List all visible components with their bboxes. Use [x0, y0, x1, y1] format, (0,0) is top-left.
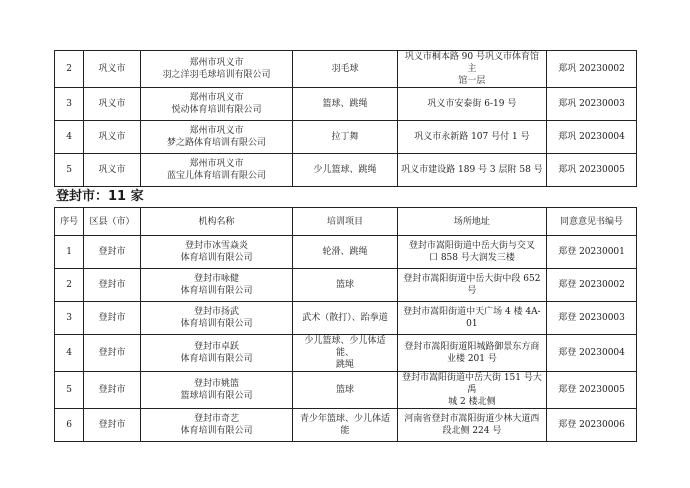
cell-project-line: 篮球 — [335, 280, 354, 290]
cell-address — [397, 335, 546, 372]
cell-no-line: 5 — [66, 385, 72, 395]
cell-cert — [547, 409, 637, 442]
cell-district-line: 登封市 — [98, 313, 126, 323]
cell-no-line: 5 — [66, 165, 72, 175]
cell-cert-line: 郑登 20230003 — [558, 313, 625, 323]
cell-cert-line: 郑登 20230005 — [558, 385, 625, 395]
cell-cert-line: 郑登 20230006 — [558, 420, 625, 430]
table-row — [55, 121, 637, 154]
cell-cert-line: 郑巩 20230002 — [558, 64, 625, 74]
cell-org — [140, 409, 293, 442]
cell-address-line: 城 2 楼北侧 — [448, 397, 496, 407]
header-project: 培训项目 — [293, 208, 397, 236]
cell-no-line: 2 — [66, 64, 72, 74]
table-dengfeng — [54, 207, 637, 442]
cell-address-line: 巩义市安泰街 6-19 号 — [427, 99, 517, 109]
cell-cert — [547, 302, 637, 335]
cell-project-line: 篮球、跳绳 — [322, 99, 368, 109]
cell-address — [397, 409, 546, 442]
header-district: 区县（市） — [84, 208, 140, 236]
cell-cert — [547, 269, 637, 302]
cell-district — [84, 335, 140, 372]
cell-no-line: 2 — [66, 280, 72, 290]
cell-district — [84, 236, 140, 269]
cell-address — [397, 269, 546, 302]
cell-no — [55, 121, 84, 154]
cell-no — [55, 409, 84, 442]
cell-project-line: 少儿篮球、少儿体适能、 — [304, 336, 386, 358]
cell-project-line: 篮球 — [335, 385, 354, 395]
table-row — [55, 236, 637, 269]
cell-district-line: 巩义市 — [98, 132, 126, 142]
cell-cert — [547, 236, 637, 269]
cell-project-line: 拉丁舞 — [331, 132, 359, 142]
cell-project — [293, 302, 397, 335]
cell-project-line: 青少年篮球、少儿体适能 — [299, 414, 390, 436]
cell-address-line: 登封市嵩阳街道中天广场 4 楼 4A-01 — [403, 307, 541, 329]
cell-no — [55, 88, 84, 121]
cell-district-line: 登封市 — [98, 280, 126, 290]
header-address: 场所地址 — [397, 208, 546, 236]
header-org: 机构名称 — [140, 208, 293, 236]
table-header-row — [55, 208, 637, 236]
cell-no — [55, 335, 84, 372]
table-row — [55, 269, 637, 302]
cell-no-line: 3 — [66, 99, 72, 109]
cell-cert-line: 郑巩 20230004 — [558, 132, 625, 142]
cell-district — [84, 154, 140, 187]
cell-project — [293, 269, 397, 302]
cell-address-line: 河南省登封市嵩阳街道少林大道西 — [404, 414, 540, 424]
cell-no-line: 1 — [66, 247, 72, 257]
cell-project — [293, 154, 397, 187]
cell-org-line: 登封市卓跃 — [193, 342, 239, 352]
cell-address-line: 口 858 号大润发三楼 — [428, 253, 515, 263]
cell-cert-line: 郑登 20230002 — [558, 280, 625, 290]
cell-address-line: 巩义市桐本路 90 号巩义市体育馆主 — [404, 52, 539, 74]
cell-address-line: 巩义市永新路 107 号付 1 号 — [414, 132, 530, 142]
cell-org-line: 蓝宝儿体育培训有限公司 — [166, 171, 266, 181]
cell-org — [140, 236, 293, 269]
cell-project-line: 羽毛球 — [331, 64, 359, 74]
cell-address-line: 登封市嵩阳街道阳城路御景东方商 — [404, 342, 540, 352]
cell-address-line: 巩义市建设路 189 号 3 层附 58 号 — [401, 165, 543, 175]
cell-project — [293, 372, 397, 409]
cell-address-line: 馆一层 — [458, 76, 486, 86]
cell-no — [55, 269, 84, 302]
cell-org — [140, 121, 293, 154]
cell-org-line: 悦动体育培训有限公司 — [171, 105, 262, 115]
cell-cert-line: 郑登 20230001 — [558, 247, 625, 257]
cell-no — [55, 236, 84, 269]
cell-district-line: 登封市 — [98, 247, 126, 257]
cell-address — [397, 88, 546, 121]
cell-org-line: 登封市姚篮 — [193, 379, 239, 389]
cell-district-line: 登封市 — [98, 420, 126, 430]
cell-no — [55, 372, 84, 409]
cell-no — [55, 51, 84, 88]
cell-cert — [547, 335, 637, 372]
cell-org-line: 体育培训有限公司 — [180, 426, 253, 436]
table-row — [55, 88, 637, 121]
cell-address-line: 登封市嵩阳街道中岳大街中段 652 号 — [403, 274, 541, 296]
cell-cert — [547, 88, 637, 121]
cell-org-line: 篮球培训有限公司 — [180, 391, 253, 401]
cell-cert — [547, 51, 637, 88]
cell-project — [293, 121, 397, 154]
cell-org — [140, 335, 293, 372]
cell-no-line: 4 — [66, 348, 72, 358]
cell-project-line: 跳绳 — [335, 360, 354, 370]
cell-org-line: 体育培训有限公司 — [180, 354, 253, 364]
cell-district — [84, 51, 140, 88]
table-row — [55, 154, 637, 187]
cell-project — [293, 88, 397, 121]
cell-district-line: 巩义市 — [98, 99, 126, 109]
cell-org-line: 体育培训有限公司 — [180, 253, 253, 263]
cell-org-line: 体育培训有限公司 — [180, 319, 253, 329]
cell-district — [84, 269, 140, 302]
table-row — [55, 51, 637, 88]
cell-district — [84, 121, 140, 154]
section-title-dengfeng: 登封市：11 家 — [56, 189, 144, 204]
cell-district — [84, 409, 140, 442]
cell-district — [84, 88, 140, 121]
cell-address-line: 段北侧 224 号 — [442, 426, 502, 436]
cell-org-line: 登封市扬武 — [193, 307, 239, 317]
cell-org — [140, 154, 293, 187]
cell-org-line: 登封市咏健 — [193, 274, 239, 284]
cell-project — [293, 236, 397, 269]
cell-org-line: 郑州市巩义市 — [189, 126, 244, 136]
cell-project-line: 武术（散打）、跆拳道 — [302, 313, 388, 323]
cell-cert-line: 郑巩 20230005 — [558, 165, 625, 175]
table-row — [55, 335, 637, 372]
cell-address — [397, 372, 546, 409]
cell-address — [397, 154, 546, 187]
cell-cert — [547, 372, 637, 409]
cell-org-line: 登封市冰雪焱炎 — [184, 241, 248, 251]
cell-no-line: 6 — [66, 420, 72, 430]
cell-district-line: 巩义市 — [98, 64, 126, 74]
cell-org — [140, 88, 293, 121]
cell-org-line: 郑州市巩义市 — [189, 159, 244, 169]
cell-org-line: 郑州市巩义市 — [189, 58, 244, 68]
cell-org-line: 梦之路体育培训有限公司 — [166, 138, 266, 148]
cell-cert-line: 郑登 20230004 — [558, 348, 625, 358]
header-no: 序号 — [55, 208, 84, 236]
cell-org — [140, 372, 293, 409]
cell-project — [293, 335, 397, 372]
cell-cert — [547, 154, 637, 187]
cell-cert — [547, 121, 637, 154]
cell-org — [140, 269, 293, 302]
cell-district-line: 登封市 — [98, 348, 126, 358]
cell-address — [397, 51, 546, 88]
cell-cert-line: 郑巩 20230003 — [558, 99, 625, 109]
cell-address — [397, 121, 546, 154]
cell-org — [140, 51, 293, 88]
cell-no-line: 4 — [66, 132, 72, 142]
header-cert: 同意意见书编号 — [547, 208, 637, 236]
cell-org-line: 羽之洋羽毛球培训有限公司 — [162, 70, 271, 80]
cell-org-line: 登封市奇艺 — [193, 414, 239, 424]
cell-no — [55, 154, 84, 187]
cell-address — [397, 302, 546, 335]
cell-no-line: 3 — [66, 313, 72, 323]
table-row — [55, 372, 637, 409]
cell-district — [84, 372, 140, 409]
cell-project — [293, 51, 397, 88]
cell-no — [55, 302, 84, 335]
cell-project-line: 轮滑、跳绳 — [322, 247, 368, 257]
cell-district-line: 登封市 — [98, 385, 126, 395]
cell-org-line: 郑州市巩义市 — [189, 93, 244, 103]
cell-project-line: 少儿篮球、跳绳 — [313, 165, 377, 175]
cell-org — [140, 302, 293, 335]
cell-address-line: 登封市嵩阳街道中岳大街与交叉 — [408, 241, 535, 251]
cell-address — [397, 236, 546, 269]
cell-org-line: 体育培训有限公司 — [180, 286, 253, 296]
cell-address-line: 登封市嵩阳街道中岳大街 151 号大禹 — [401, 373, 542, 395]
cell-address-line: 业楼 201 号 — [446, 354, 497, 364]
cell-district — [84, 302, 140, 335]
cell-project — [293, 409, 397, 442]
table-gongyi — [54, 50, 637, 187]
cell-district-line: 巩义市 — [98, 165, 126, 175]
table-row — [55, 409, 637, 442]
table-row — [55, 302, 637, 335]
